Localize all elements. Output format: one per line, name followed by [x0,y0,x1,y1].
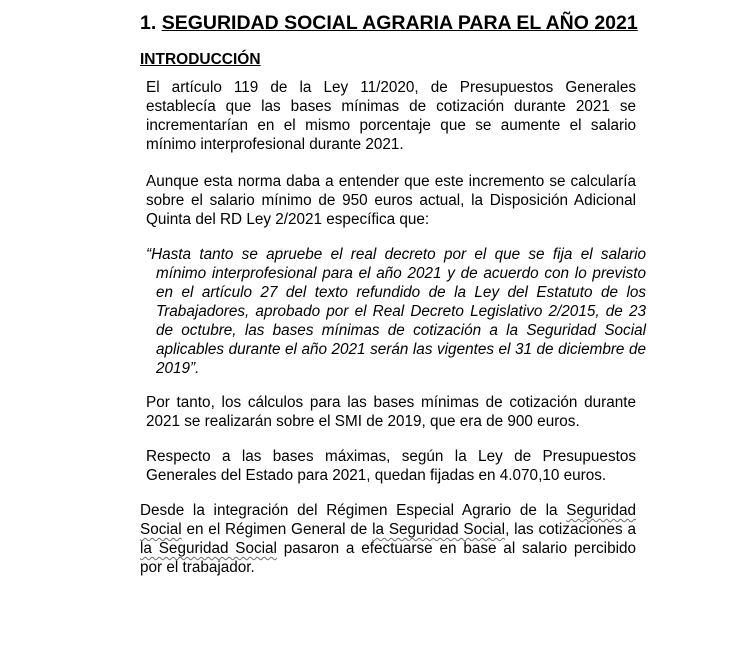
p6-spellcheck-b: Seguridad Social [140,502,636,538]
p6-spellcheck-d: la Seguridad Social [372,521,506,538]
quoted-provision: “Hasta tanto se apruebe el real decreto por el que se fija el salario mínimo interprofesional para el año 2021 y de acuerdo con lo previsto en el artículo 27 del texto refundido de la Ley del Estatuto de los Trabajadores, aprobado por el Real Decreto Legislativo 2/2015, de 23 de octubre, las bases mínimas de cotización a la Seguridad Social aplicables durante el año 2021 serán las vigentes el 31 de diciembre de 2019”. [146,246,646,377]
title-number: 1. [140,12,157,34]
paragraph-bases-maximas: Respecto a las bases máximas, según la Ley de Presupuestos Generales del Estado para 2021, quedan fijadas en 4.070,10 euros. [146,448,636,484]
p6-text-e: , las cotizaciones a [505,521,636,538]
p6-text-a: Desde la integración del Régimen Especial Agrario de la [140,502,567,519]
paragraph-calculos-smi: Por tanto, los cálculos para las bases mínimas de cotización durante 2021 se realizarán sobre el SMI de 2019, que era de 900 euros. [146,394,636,430]
p6-text-c: en el Régimen General de [181,521,373,538]
p6-spellcheck-f: la Seguridad Social [140,540,277,557]
document-title [140,12,638,35]
paragraph-ley-presupuestos: El artículo 119 de la Ley 11/2020, de Presupuestos Generales establecía que las bases mínimas de cotización durante 2021 se incrementarían en el mismo porcentaje que se aumente el salario mínimo interprofesional durante 2021. [146,79,636,153]
section-heading: INTRODUCCIÓN [140,51,261,68]
p6-text-g: pasaron a efectuarse en base al salario percibido por el trabajador. [140,540,636,576]
paragraph-integracion-regimen [140,501,636,577]
paragraph-disposicion-adicional: Aunque esta norma daba a entender que este incremento se calcularía sobre el salario mínimo de 950 euros actual, la Disposición Adicional Quinta del RD Ley 2/2021 específica que: [146,173,636,228]
title-text: SEGURIDAD SOCIAL AGRARIA PARA EL AÑO 2021 [161,12,638,34]
